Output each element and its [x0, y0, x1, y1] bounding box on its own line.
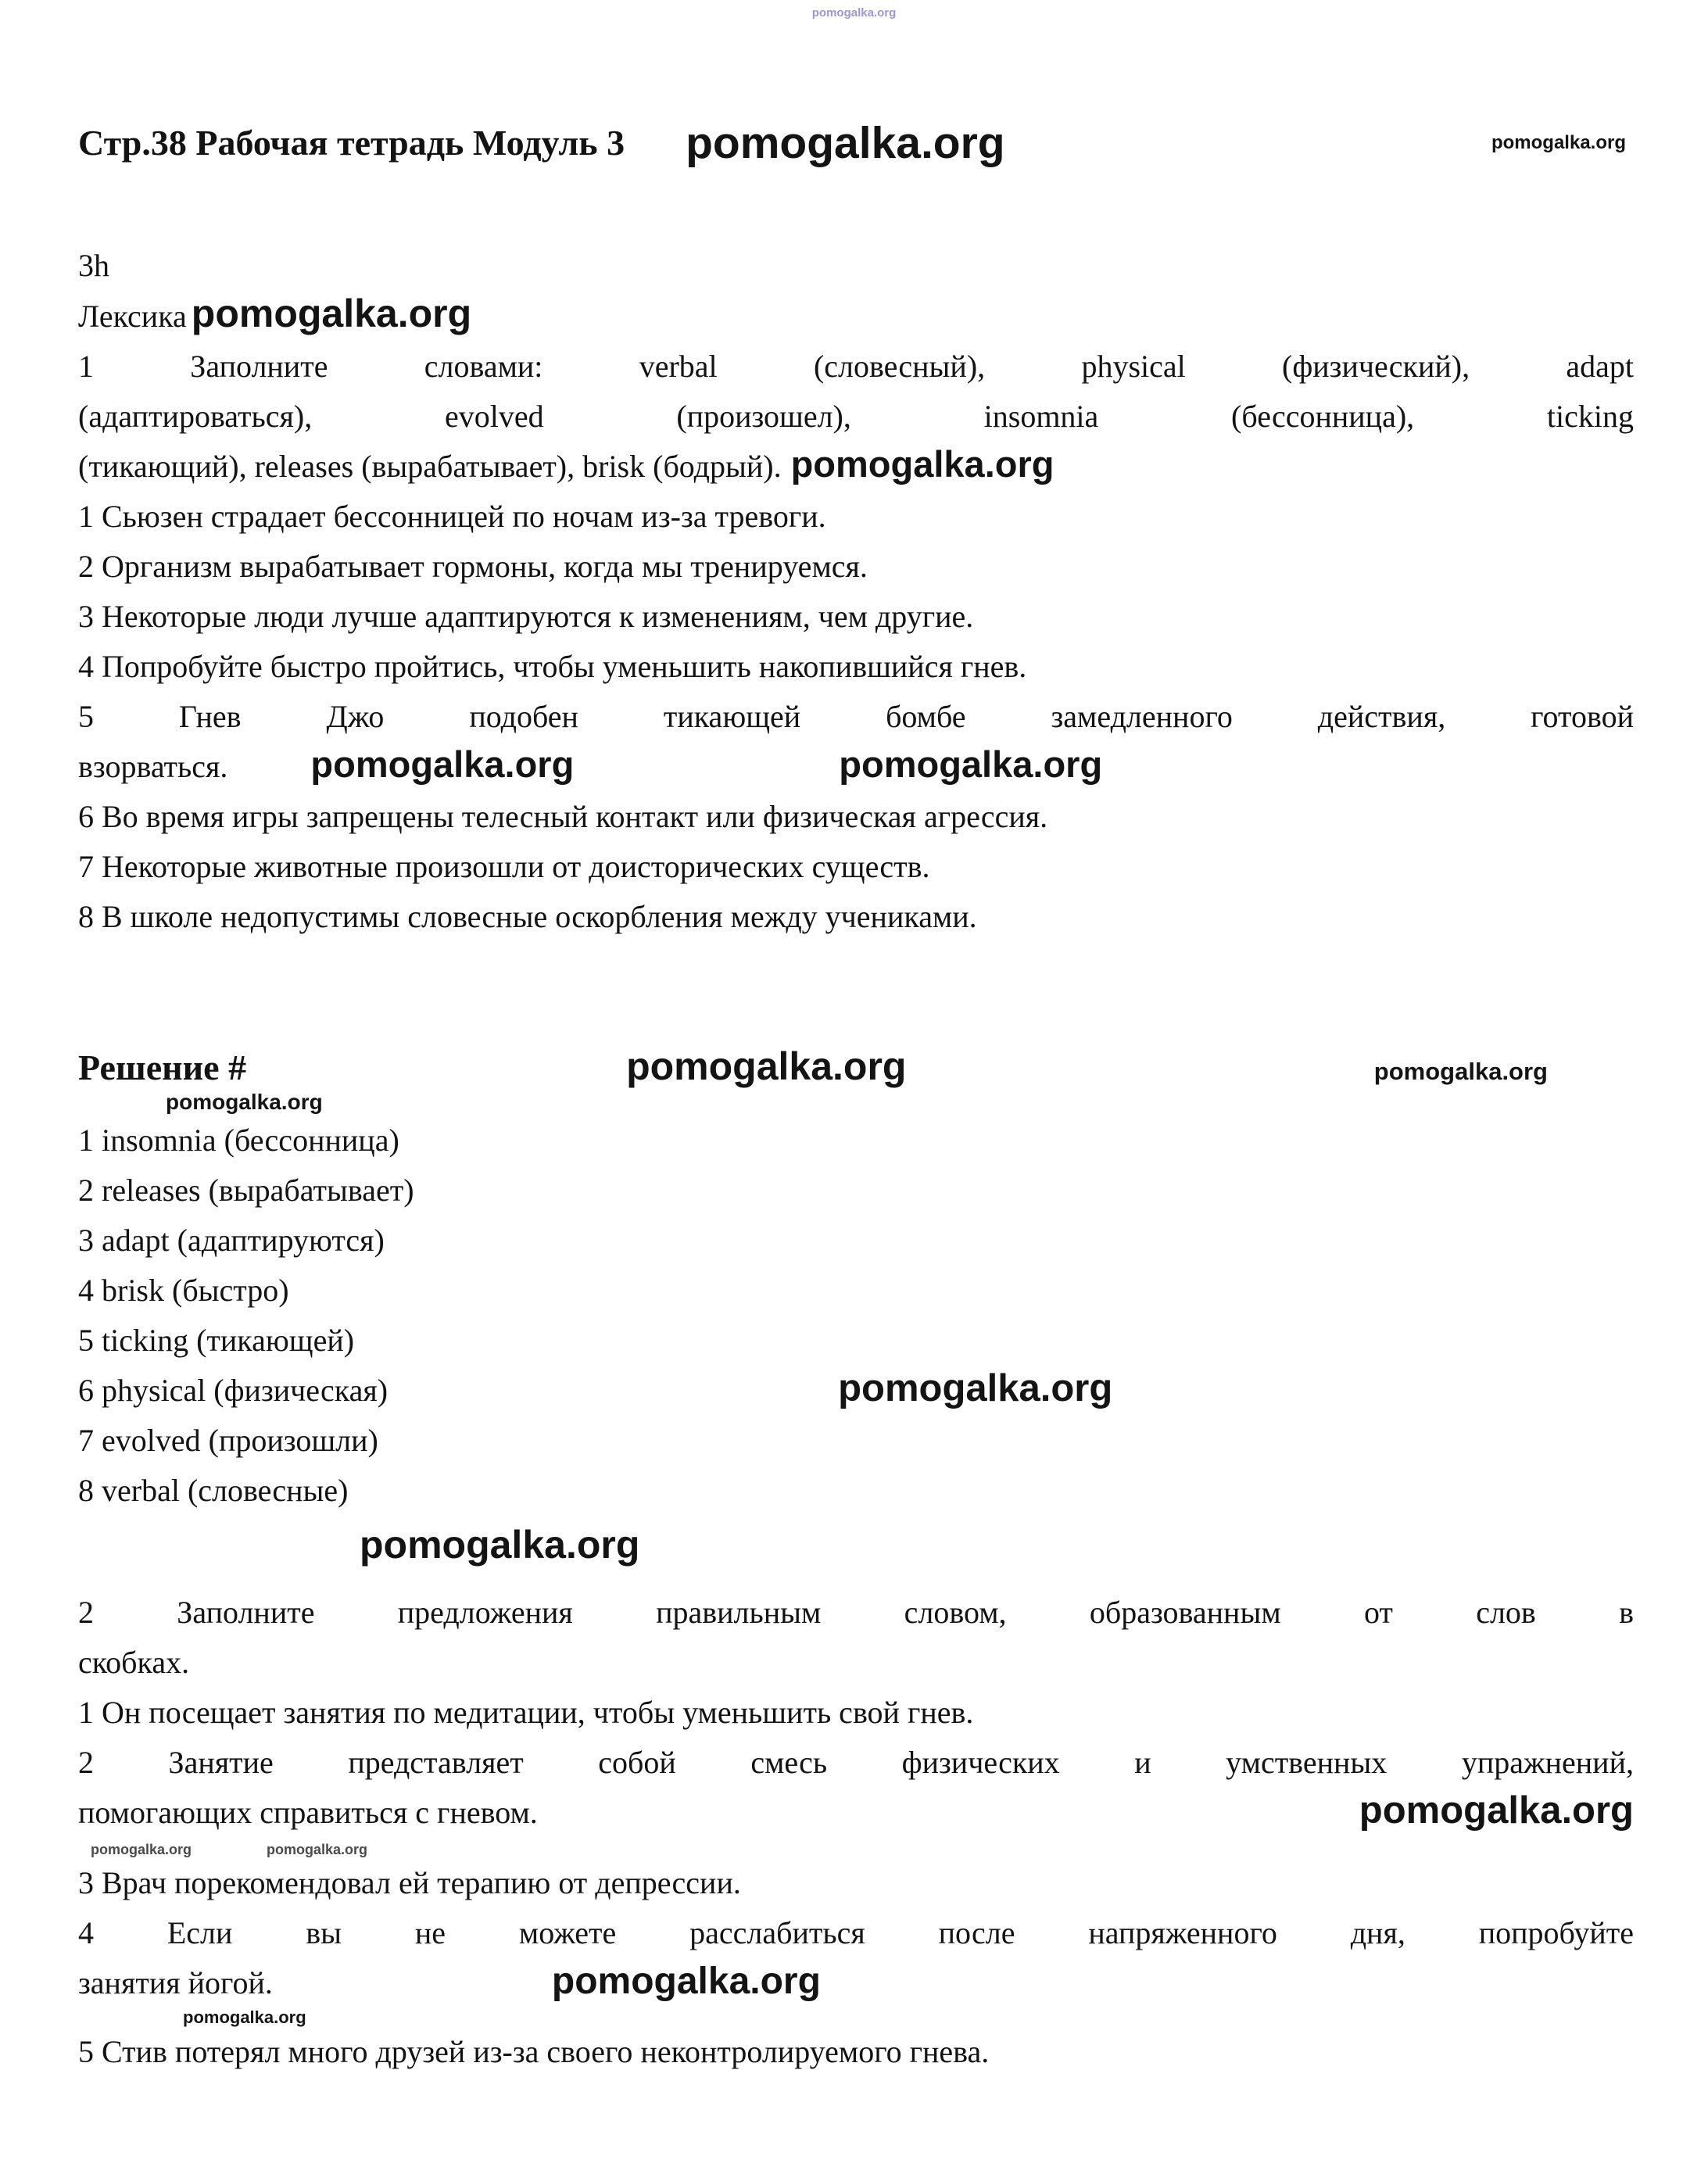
sentence: 6 Во время игры запрещены телесный контакт или физическая агрессия. — [78, 799, 1048, 834]
sentence: 7 Некоторые животные произошли от доисторических существ. — [78, 849, 930, 884]
task2-sentence: 4 Если вы не можете расслабиться после напряженного дня, попробуйте — [78, 1915, 1634, 1950]
answer-item: 6 physical (физическая) — [78, 1373, 389, 1408]
answer-item: 2 releases (вырабатывает) — [78, 1173, 414, 1208]
task2-line: скобках. — [78, 1645, 190, 1680]
task2-line: 2 Заполните предложения правильным словом, образованным от слов в — [78, 1595, 1634, 1630]
answer-item: 8 verbal (словесные) — [78, 1473, 349, 1508]
sentence: 4 Попробуйте быстро пройтись, чтобы уменьшить накопившийся гнев. — [78, 649, 1027, 684]
header — [78, 117, 1634, 169]
task2-sentence: занятия йогой. — [78, 1965, 273, 2000]
answer-item: 3 adapt (адаптируются) — [78, 1223, 385, 1258]
watermark-top-tiny: pomogalka.org — [811, 6, 897, 20]
lexika-label-row — [78, 291, 1634, 342]
watermark-tiny: pomogalka.org — [267, 1842, 368, 1857]
task1-last-line-row — [78, 442, 1634, 492]
task2-sentence: 3 Врач порекомендовал ей терапию от депрессии. — [78, 1865, 741, 1900]
section-label: Лексика — [78, 299, 187, 334]
watermark-header: pomogalka.org — [686, 118, 1005, 168]
watermark-inline: pomogalka.org — [551, 1961, 821, 2002]
watermark-tiny: pomogalka.org — [91, 1842, 192, 1857]
watermark-below-answers: pomogalka.org — [360, 1523, 640, 1567]
sentence: 1 Сьюзен страдает бессонницей по ночам из-за тревоги. — [78, 499, 826, 534]
task2-sentence: 1 Он посещает занятия по медитации, чтобы уменьшить свой гнев. — [78, 1695, 974, 1730]
watermark-inline: pomogalka.org — [1359, 1789, 1634, 1832]
answer-item: 1 insomnia (бессонница) — [78, 1123, 399, 1158]
solution-heading: Решение # — [78, 1048, 247, 1087]
watermark-answers-side: pomogalka.org — [838, 1367, 1113, 1409]
sentence: 3 Некоторые люди лучше адаптируются к изменениям, чем другие. — [78, 599, 974, 634]
watermark-header-right: pomogalka.org — [1491, 132, 1626, 153]
task1-line: (адаптироваться), evolved (произошел), insomnia (бессонница), ticking — [78, 399, 1634, 434]
task2-sentence: помогающих справиться с гневом. — [78, 1795, 538, 1830]
task2-sentence: 2 Занятие представляет собой смесь физических и умственных упражнений, — [78, 1745, 1634, 1780]
sentence: 8 В школе недопустимы словесные оскорбления между учениками. — [78, 899, 977, 934]
task2-sentence: 5 Стив потерял много друзей из-за своего неконтролируемого гнева. — [78, 2034, 990, 2069]
page-title: Стр.38 Рабочая тетрадь Модуль 3 — [78, 122, 625, 163]
watermark-inline: pomogalka.org — [310, 743, 575, 785]
task2-sentence2-tail-row — [78, 1788, 1634, 1838]
task1-line: (тикающий), releases (вырабатывает), brisk (бодрый). — [78, 449, 782, 484]
tiny-watermark-row — [78, 1838, 1634, 1858]
task1-line: 1 Заполните словами: verbal (словесный), physical (физический), adapt — [78, 349, 1634, 384]
watermark-solution-center: pomogalka.org — [626, 1044, 907, 1088]
watermark-small: pomogalka.org — [183, 2007, 306, 2027]
answer-item: 7 evolved (произошли) — [78, 1423, 378, 1458]
sentence: взорваться. — [78, 749, 228, 784]
sentence: 2 Организм вырабатывает гормоны, когда мы тренируемся. — [78, 549, 868, 584]
answer-item: 5 ticking (тикающей) — [78, 1323, 355, 1358]
task2-sentence4-tail-row — [78, 1958, 1634, 2008]
watermark-solution-right: pomogalka.org — [1373, 1058, 1548, 1085]
exercise-number: 3h — [78, 248, 109, 283]
sentence: 5 Гнев Джо подобен тикающей бомбе замедленного действия, готовой — [78, 699, 1634, 734]
solution-heading-row — [78, 1044, 1634, 1089]
answer-item: 4 brisk (быстро) — [78, 1273, 289, 1308]
watermark-small: pomogalka.org — [166, 1090, 323, 1114]
watermark-lexika: pomogalka.org — [191, 292, 472, 335]
watermark-inline: pomogalka.org — [839, 743, 1103, 785]
watermark-task1: pomogalka.org — [790, 443, 1055, 485]
sentence5-tail-row — [78, 742, 1634, 792]
answer6-row — [78, 1366, 1634, 1416]
